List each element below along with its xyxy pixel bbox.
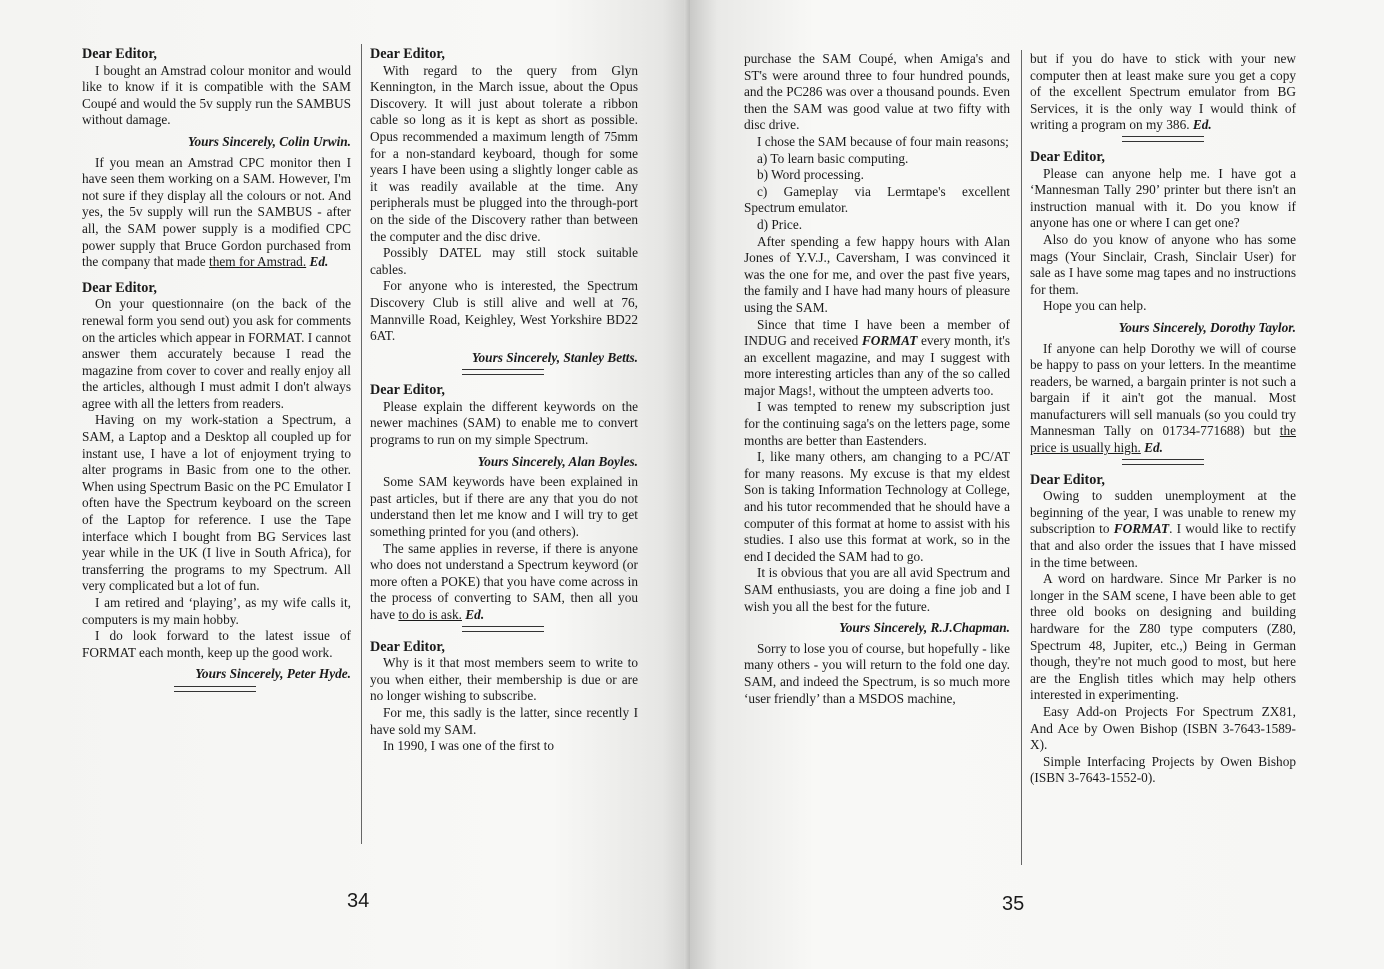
format-title: FORMAT: [1113, 521, 1170, 537]
column-divider: [361, 44, 362, 844]
letter-text: Having on my work-station a Spectrum, a SAM, a Laptop and a Desktop all coupled up for instant use, I have a lot of enjoyment trying to alter programs in Basic from one to the other. When using Spectrum Basic on the PC Emulator I often have the Spectrum keyboard on the screen of the Laptop for reference. I use the Tape interface which I bought from BG Services last year while in the UK (I live in South Africa), for transferring the programs to my Spectrum. All very complicated but a lot of fun.: [82, 412, 351, 594]
editor-reply: If you mean an Amstrad CPC monitor then I have seen them working on a SAM. However, I'm not sure if they display all the colours or not. And yes, the 5v supply will run the SAMBUS - after all, the SAM power supply is a modified CPC power supply that Bruce Gordon purchased from the company that made them for Amstrad. Ed.: [82, 154, 351, 270]
letter-signature: Yours Sincerely, Stanley Betts.: [471, 349, 638, 365]
letter-heading: Dear Editor,: [1030, 471, 1105, 488]
column-4: [1030, 51, 1296, 787]
editor-reply: If anyone can help Dorothy we will of course be happy to pass on your letters. In the meantime readers, be warned, a bargain printer is not such a bargain if it ain't got the manual. Most manufacturers will sell manuals (so you could try Mannesman Tally on 01734-771688) but the price is usually high. Ed.: [1030, 340, 1296, 456]
list-item: d) Price.: [757, 216, 803, 232]
letter-text: After spending a few happy hours with Alan Jones of Y.V.J., Caversham, I was convinced it was the one for me, and over the past five years, the family and I have had many hours of pleasure using the SAM.: [744, 233, 1010, 315]
editor-reply: Some SAM keywords have been explained in past articles, but if there are any that you do not understand then let me know and I will try to get something printed for you (and others).: [370, 474, 638, 540]
editor-reply: The same applies in reverse, if there is anyone who does not understand a Spectrum keyword (or more often a POKE) that you have come across in the process of converting to SAM, then all you have to do is ask. Ed.: [370, 540, 638, 622]
letter-text: On your questionnaire (on the back of the renewal form you send out) you ask for comments on the articles which appear in FORMAT. I cannot answer them accurately because I read the magazine from cover to cover and really enjoy all the articles, although I must admit I don't always agree with all the letters from readers.: [82, 296, 351, 411]
editor-mark: Ed.: [1144, 440, 1163, 456]
list-item: c) Gameplay via Lermtape's excellent Spectrum emulator.: [744, 183, 1010, 216]
column-1: [82, 46, 351, 699]
column-3: [744, 51, 1010, 707]
letter-heading: Dear Editor,: [1030, 148, 1105, 165]
letter-text: I, like many others, am changing to a PC/AT for many reasons. My excuse is that my eldest Son is taking Information Technology at College, and his tutor recommended that he should have a computer of this format at home to assist with his studies. I also use this format at work, so in the end I decided the SAM had to go.: [744, 449, 1010, 564]
letter-text: purchase the SAM Coupé, when Amiga's and ST's were around three to four hundred pounds, and the PC286 was over a thousand pounds. Even then the SAM was good value at two fifty with disc drive.: [744, 51, 1010, 133]
column-2: [370, 46, 638, 755]
letter-text: I do look forward to the latest issue of FORMAT each month, keep up the good work.: [82, 628, 351, 660]
letter-text: I bought an Amstrad colour monitor and would like to know if it is compatible with the SAM Coupé and would the 5v supply run the SAMBUS without damage.: [82, 62, 351, 128]
letter-text: Easy Add-on Projects For Spectrum ZX81, And Ace by Owen Bishop (ISBN 3-7643-1589-X).: [1030, 703, 1296, 753]
list-item: b) Word processing.: [757, 167, 864, 183]
letter-signature: Yours Sincerely, R.J.Chapman.: [839, 620, 1010, 636]
editor-reply: but if you do have to stick with your new computer then at least make sure you get a copy of the excellent Spectrum emulator from BG Services, it is the only way I would think of writing a program on my 386. Ed.: [1030, 51, 1296, 133]
letter-text: Why is it that most members seem to write to you when either, their membership is due or are no longer wishing to subscribe.: [370, 655, 638, 704]
page-number: 35: [1002, 893, 1025, 915]
double-rule-divider: [1122, 136, 1204, 142]
letter-text: A word on hardware. Since Mr Parker is no longer in the SAM scene, I have been able to get three old books on designing and building hardware for the Z80 type computers (Z80, Spectrum 48, Jupiter, etc.,) Being in German though, they're not much good to most, but here are the English titles which may help others interested in experimenting.: [1030, 571, 1296, 703]
letter-signature: Yours Sincerely, Peter Hyde.: [195, 666, 351, 682]
editor-mark: Ed.: [465, 607, 485, 622]
letter-text: In 1990, I was one of the first to: [383, 738, 554, 754]
letter-signature: Yours Sincerely, Colin Urwin.: [187, 133, 351, 149]
letter-heading: Dear Editor,: [370, 382, 445, 399]
letter-text: Also do you know of anyone who has some mags (Your Sinclair, Crash, Sinclair User) for sale as I have some mag tapes and no instructions for them.: [1030, 231, 1296, 297]
letter-text: I chose the SAM because of four main reasons;: [757, 133, 1009, 149]
letter-text: I am retired and ‘playing’, as my wife calls it, computers is my main hobby.: [82, 595, 351, 627]
double-rule-divider: [174, 686, 256, 692]
letter-text: Simple Interfacing Projects by Owen Bishop (ISBN 3-7643-1552-0).: [1030, 753, 1296, 786]
letter-text: It is obvious that you are all avid Spectrum and SAM enthusiasts, you are doing a fine job and I wish you all the best for the future.: [744, 565, 1010, 614]
editor-mark: Ed.: [309, 254, 329, 270]
letter-signature: Yours Sincerely, Dorothy Taylor.: [1118, 319, 1296, 335]
format-title: FORMAT: [861, 333, 918, 349]
letter-text: Possibly DATEL may still stock suitable cables.: [370, 245, 638, 277]
editor-reply: Sorry to lose you of course, but hopefully - like many others - you will return to the fold one day. SAM, and indeed the Spectrum, is so much more ‘user friendly’ than a MSDOS machine,: [744, 640, 1010, 706]
letter-heading: Dear Editor,: [370, 638, 445, 655]
column-divider: [1021, 50, 1022, 865]
editor-mark: Ed.: [1192, 117, 1212, 133]
double-rule-divider: [1122, 459, 1204, 465]
letter-text: Since that time I have been a member of INDUG and received FORMAT every month, it's an excellent magazine, and may I suggest with more interesting articles than any of the so called major Mags!, without the umpteen adverts too.: [744, 316, 1010, 398]
letter-text: I was tempted to renew my subscription just for the continuing saga's on the letters page, some months are better than Eastenders.: [744, 399, 1010, 448]
double-rule-divider: [462, 626, 544, 632]
letter-heading: Dear Editor,: [370, 46, 445, 62]
letter-text: Please can anyone help me. I have got a ‘Mannesman Tally 290’ printer but there isn't an instruction manual with it. Do you know if anyone has one or where I can get one?: [1030, 165, 1296, 231]
letter-heading: Dear Editor,: [82, 279, 157, 296]
double-rule-divider: [462, 369, 544, 375]
letter-heading: Dear Editor,: [82, 46, 157, 62]
letter-text: For me, this sadly is the latter, since recently I have sold my SAM.: [370, 704, 638, 737]
letter-text: With regard to the query from Glyn Kennington, in the March issue, about the Opus Discovery. It will just about tolerate a ribbon cable so long as it is kept as short as possible. Opus recommended a maximum length of 75mm for a non-standard keyboard, though for some years I have been using a slightly longer cable as it was readily available at the time. Any peripherals must be plugged into the through-port on the side of the Discovery rather than between the computer and the disc drive.: [370, 62, 638, 244]
letter-signature: Yours Sincerely, Alan Boyles.: [477, 453, 638, 469]
list-item: a) To learn basic computing.: [757, 150, 909, 166]
letter-text: Owing to sudden unemployment at the beginning of the year, I was unable to renew my subscription to FORMAT. I would like to rectify that and also order the issues that I have missed in the time between.: [1030, 488, 1297, 570]
letter-text: Please explain the different keywords on the newer machines (SAM) to enable me to convert programs to run on my simple Spectrum.: [370, 398, 638, 448]
page-number: 34: [347, 890, 370, 912]
page-right: [690, 0, 1384, 969]
letter-text: For anyone who is interested, the Spectrum Discovery Club is still alive and well at 76, Mannville Road, Keighley, West Yorkshire BD22 6AT.: [370, 278, 638, 344]
letter-text: Hope you can help.: [1043, 298, 1147, 314]
page-left: [0, 0, 690, 969]
